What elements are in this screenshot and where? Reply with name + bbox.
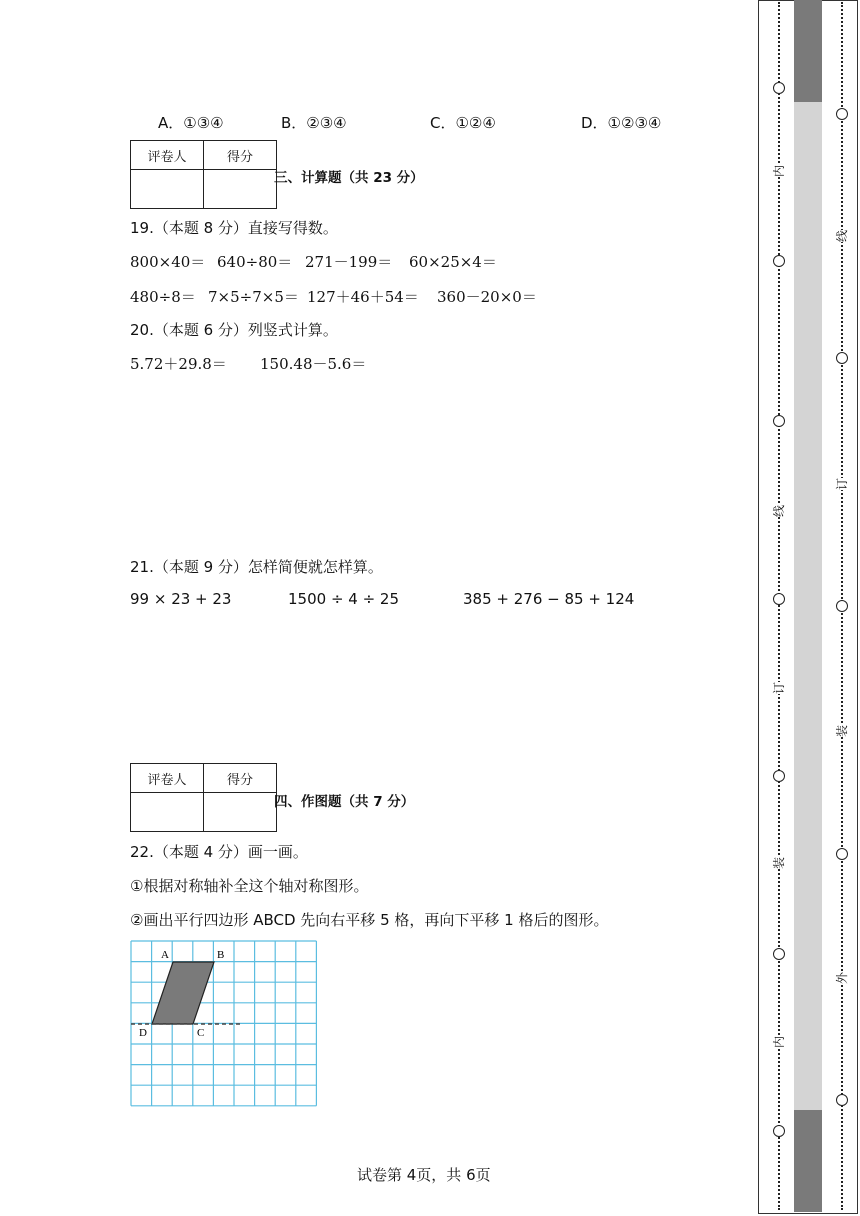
label-a: A: [161, 949, 169, 961]
binding-char: 装: [835, 724, 850, 738]
binding-char: 内: [772, 164, 787, 178]
q22-title: 22.（本题 4 分）画一画。: [130, 843, 308, 861]
binding-hole: [836, 600, 848, 612]
binding-hole: [773, 948, 785, 960]
q21-item: 1500 ÷ 4 ÷ 25: [288, 590, 400, 608]
binding-hole: [773, 1125, 785, 1137]
binding-hole: [773, 82, 785, 94]
binding-hole: [836, 848, 848, 860]
q19-item: 7×5÷7×5＝: [208, 288, 299, 306]
score-label: 得分: [204, 764, 277, 793]
label-d: D: [139, 1027, 147, 1039]
binding-char: 装: [772, 856, 787, 870]
label-c: C: [197, 1027, 205, 1039]
binding-strip-middle: [794, 102, 822, 1110]
q22-task2: ②画出平行四边形 ABCD 先向右平移 5 格，再向下平移 1 格后的图形。: [130, 911, 609, 929]
score-cell: [204, 793, 277, 832]
grader-label: 评卷人: [131, 764, 204, 793]
inner-cut-line: [778, 2, 780, 1210]
q19-title: 19.（本题 8 分）直接写得数。: [130, 219, 338, 237]
score-label: 得分: [204, 141, 277, 170]
q21-title: 21.（本题 9 分）怎样简便就怎样算。: [130, 558, 383, 576]
q19-item: 127＋46＋54＝: [307, 288, 419, 306]
binding-char: 内: [772, 1035, 787, 1049]
q19-item: 271－199＝: [305, 253, 393, 271]
binding-hole: [836, 352, 848, 364]
q21-item: 99 × 23 + 23: [130, 590, 232, 608]
score-cell: [204, 170, 277, 209]
grader-cell: [131, 793, 204, 832]
page-footer: 试卷第 4页，共 6页: [357, 1166, 491, 1184]
q19-item: 640÷80＝: [217, 253, 293, 271]
binding-char: 订: [772, 681, 787, 695]
binding-hole: [773, 415, 785, 427]
choice-b: B．②③④: [281, 114, 347, 132]
q20-title: 20.（本题 6 分）列竖式计算。: [130, 321, 338, 339]
q22-task1: ①根据对称轴补全这个轴对称图形。: [130, 877, 369, 895]
binding-hole: [773, 770, 785, 782]
choice-d: D．①②③④: [581, 114, 662, 132]
score-box-section3: [130, 140, 277, 209]
binding-hole: [773, 593, 785, 605]
binding-strip-top: [794, 0, 822, 102]
q20-item: 5.72＋29.8＝: [130, 355, 227, 373]
parallelogram-abcd: [152, 962, 214, 1024]
binding-char: 外: [835, 971, 850, 985]
score-box-section4: [130, 763, 277, 832]
binding-char: 订: [835, 477, 850, 491]
grader-cell: [131, 170, 204, 209]
choice-c: C．①②④: [430, 114, 496, 132]
drawing-grid: [128, 938, 322, 1110]
binding-hole: [836, 108, 848, 120]
q21-item: 385 + 276 − 85 + 124: [463, 590, 635, 608]
label-b: B: [217, 949, 225, 961]
choice-a: A．①③④: [158, 114, 224, 132]
binding-char: 线: [772, 504, 787, 518]
q19-item: 360－20×0＝: [437, 288, 537, 306]
binding-hole: [836, 1094, 848, 1106]
section4-title: 四、作图题（共 7 分）: [274, 794, 415, 810]
section3-title: 三、计算题（共 23 分）: [274, 170, 424, 186]
binding-char: 线: [835, 229, 850, 243]
q19-item: 60×25×4＝: [409, 253, 497, 271]
grader-label: 评卷人: [131, 141, 204, 170]
q19-item: 800×40＝: [130, 253, 206, 271]
q19-item: 480÷8＝: [130, 288, 196, 306]
q20-item: 150.48－5.6＝: [260, 355, 367, 373]
binding-strip-bottom: [794, 1110, 822, 1212]
binding-hole: [773, 255, 785, 267]
